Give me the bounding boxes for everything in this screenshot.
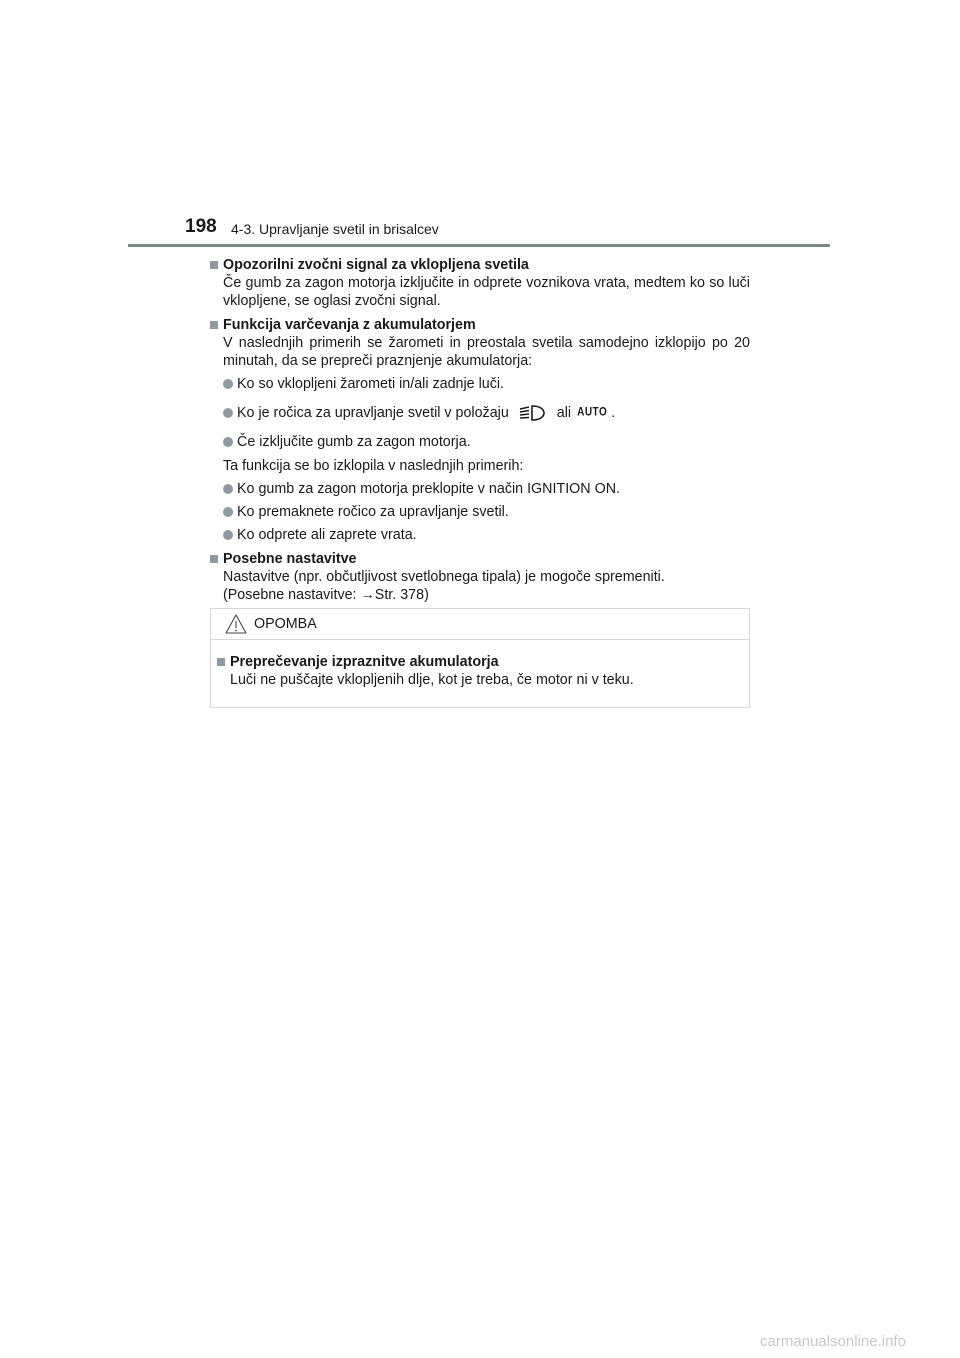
section-heading xyxy=(210,256,750,274)
list-item-text: Ko je ročica za upravljanje svetil v položaju xyxy=(237,405,509,421)
header-rule xyxy=(128,244,830,247)
square-bullet-icon xyxy=(210,261,218,269)
list-item xyxy=(223,403,750,423)
section-paragraph: V naslednjih primerih se žarometi in preostala svetila samodejno izklopijo po 20 minutah, da se prepreči praznjenje akumulatorja: xyxy=(223,335,750,369)
square-bullet-icon xyxy=(210,555,218,563)
note-item-text: Luči ne puščajte vklopljenih dlje, kot je treba, če motor ni v teku. xyxy=(230,672,634,688)
note-item-title: Preprečevanje izpraznitve akumulatorja xyxy=(230,654,499,670)
note-title: OPOMBA xyxy=(254,616,317,632)
auto-icon: AUTO xyxy=(577,405,608,419)
square-bullet-icon xyxy=(210,321,218,329)
list-item xyxy=(223,375,750,393)
main-content xyxy=(210,253,750,604)
round-bullet-icon xyxy=(223,408,233,418)
section-paragraph: Ta funkcija se bo izklopila v naslednjih primerih: xyxy=(223,458,524,474)
section-heading xyxy=(210,316,750,334)
warning-icon xyxy=(224,613,248,635)
square-bullet-icon xyxy=(217,658,225,666)
page-header xyxy=(185,216,830,244)
section-heading-text: Opozorilni zvočni signal za vklopljena svetila xyxy=(223,257,529,273)
note-item-heading xyxy=(217,653,749,671)
page-number: 198 xyxy=(185,216,217,237)
section-paragraph: Če gumb za zagon motorja izključite in odprete voznikova vrata, medtem ko so luči vklopljene, se oglasi zvočni signal. xyxy=(223,275,750,309)
list-item-text: ali xyxy=(556,405,572,421)
list-item xyxy=(223,526,750,544)
section-paragraph: Nastavitve (npr. občutljivost svetlobnega tipala) je mogoče spremeniti. xyxy=(223,569,665,585)
list-item-text: Ko odprete ali zaprete vrata. xyxy=(237,527,417,543)
round-bullet-icon xyxy=(223,484,233,494)
list-item-text: Ko gumb za zagon motorja preklopite v način IGNITION ON. xyxy=(237,481,621,497)
round-bullet-icon xyxy=(223,530,233,540)
list-item-text: Ko so vklopljeni žarometi in/ali zadnje luči. xyxy=(237,376,505,392)
list-item xyxy=(223,433,750,451)
section-heading-text: Funkcija varčevanja z akumulatorjem xyxy=(223,317,476,333)
watermark: carmanualsonline.info xyxy=(760,1333,906,1350)
section-heading xyxy=(210,550,750,568)
section-paragraph: (Posebne nastavitve: →Str. 378) xyxy=(223,587,429,603)
section-heading-text: Posebne nastavitve xyxy=(223,551,357,567)
list-item-text: Če izključite gumb za zagon motorja. xyxy=(237,434,471,450)
list-item-text: . xyxy=(611,405,616,421)
note-body xyxy=(211,640,749,689)
note-header xyxy=(211,609,749,640)
round-bullet-icon xyxy=(223,437,233,447)
headlight-icon xyxy=(517,403,547,423)
list-item xyxy=(223,480,750,498)
round-bullet-icon xyxy=(223,507,233,517)
round-bullet-icon xyxy=(223,379,233,389)
list-item-text: Ko premaknete ročico za upravljanje svetil. xyxy=(237,504,509,520)
section-title: 4-3. Upravljanje svetil in brisalcev xyxy=(231,221,439,237)
list-item xyxy=(223,503,750,521)
note-box xyxy=(210,608,750,708)
